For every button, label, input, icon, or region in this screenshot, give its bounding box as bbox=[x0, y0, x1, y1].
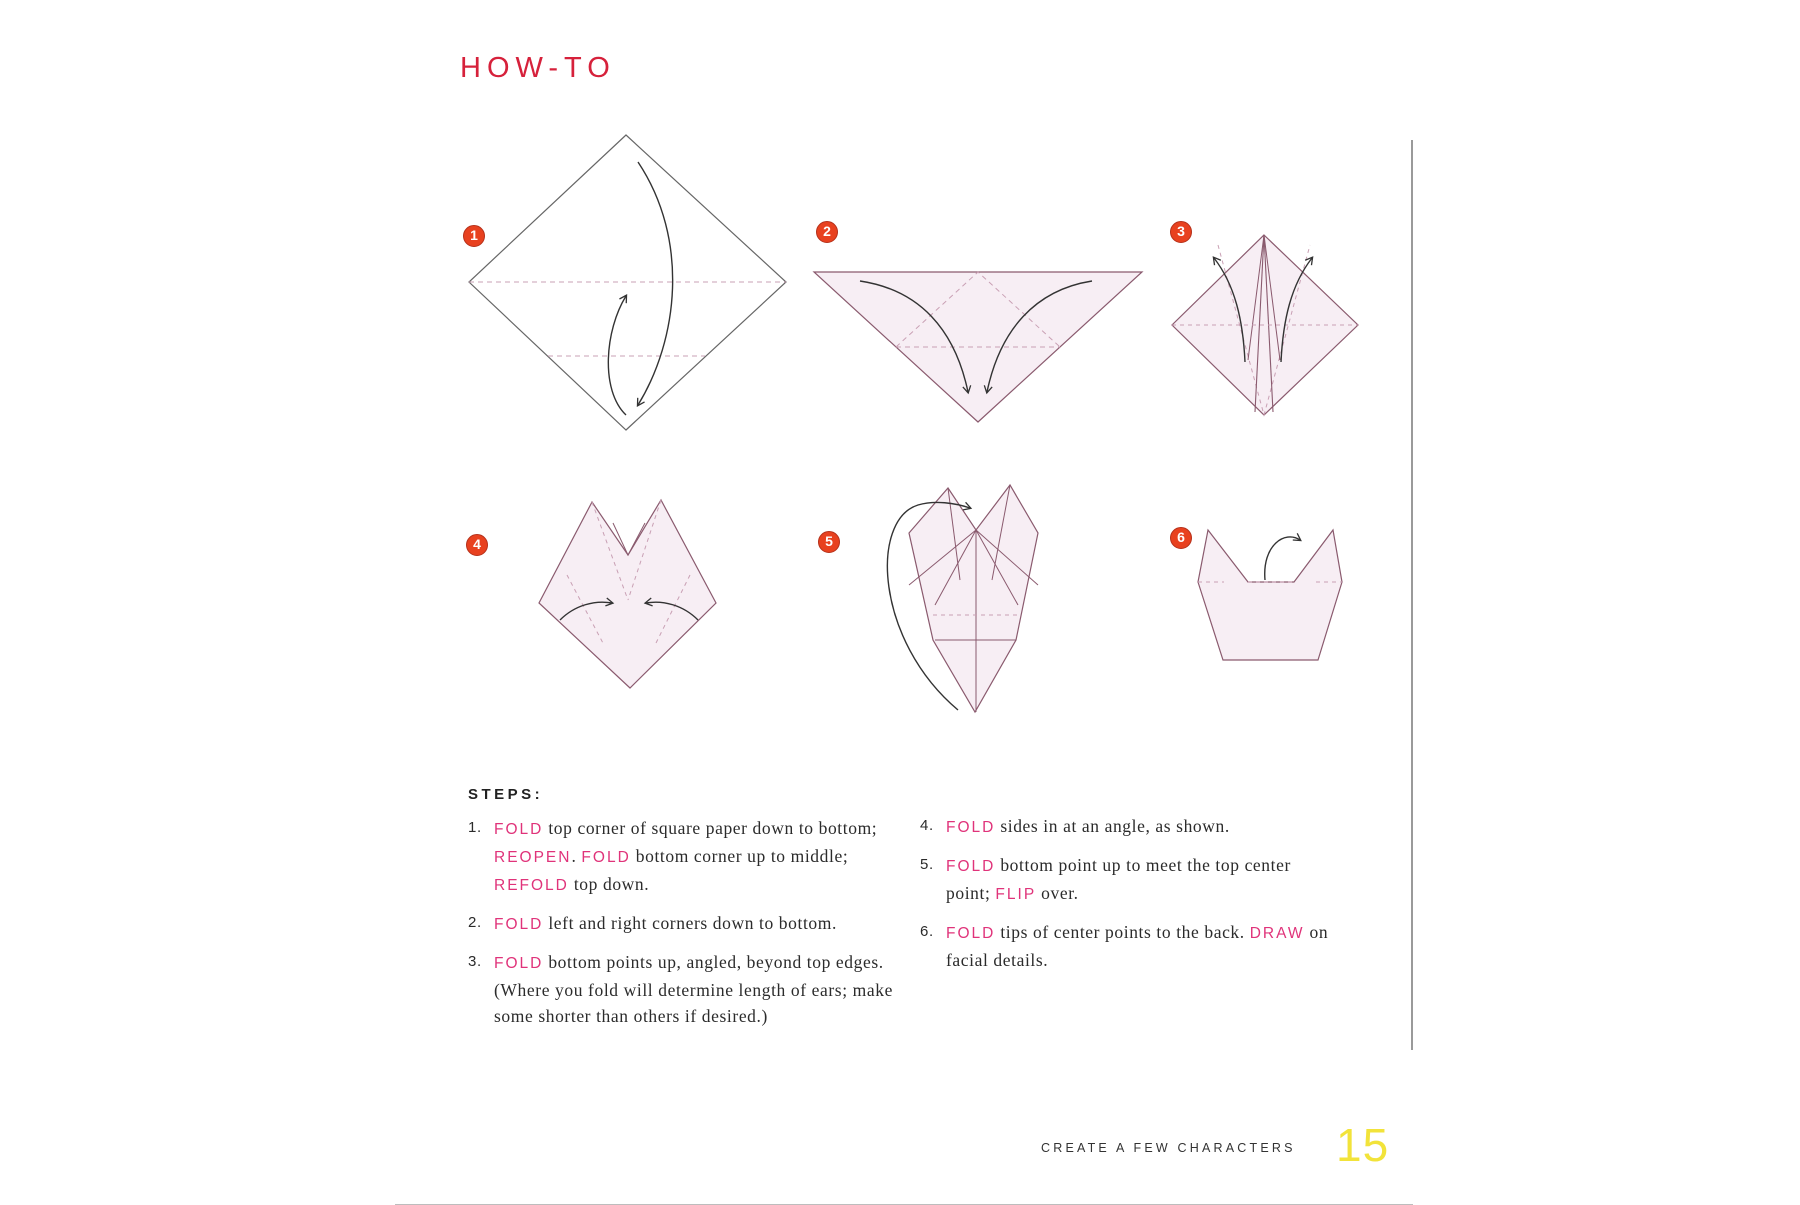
step-action-keyword: FOLD bbox=[946, 925, 996, 942]
step-action-keyword: FOLD bbox=[494, 916, 544, 933]
step-text: left and right corners down to bottom. bbox=[543, 913, 837, 933]
step-1-badge: 1 bbox=[463, 225, 485, 247]
step-5-badge: 5 bbox=[818, 531, 840, 553]
step-text: top down. bbox=[568, 874, 650, 894]
step-number: 6. bbox=[920, 923, 934, 940]
step-item bbox=[468, 949, 908, 1029]
step-4-badge: 4 bbox=[466, 534, 488, 556]
diagram-step-3 bbox=[1172, 235, 1358, 415]
step-action-keyword: REFOLD bbox=[494, 877, 569, 894]
step-action-keyword: DRAW bbox=[1249, 925, 1305, 942]
step-text: on facial details. bbox=[946, 922, 1329, 970]
diagram-step-2 bbox=[814, 272, 1142, 422]
steps-list-right bbox=[920, 813, 1340, 984]
step-text: tips of center points to the back. bbox=[995, 922, 1250, 942]
step-text: bottom points up, angled, beyond top edges. (Where you fold will determine length of ears; make some shorter than others if desired.) bbox=[494, 952, 893, 1026]
step-number: 5. bbox=[920, 856, 934, 873]
step-text: top corner of square paper down to bottom; bbox=[543, 818, 878, 838]
step-action-keyword: FLIP bbox=[995, 886, 1037, 903]
step-item bbox=[468, 815, 908, 899]
step-text: sides in at an angle, as shown. bbox=[995, 816, 1230, 836]
diagram-step-4 bbox=[539, 500, 716, 688]
step-text: bottom corner up to middle; bbox=[630, 846, 849, 866]
step-item bbox=[920, 852, 1340, 908]
step-number: 4. bbox=[920, 817, 934, 834]
step-action-keyword: FOLD bbox=[494, 955, 544, 972]
step-item bbox=[468, 910, 908, 938]
step-2-badge: 2 bbox=[816, 221, 838, 243]
step-action-keyword: REOPEN bbox=[494, 849, 572, 866]
step-number: 2. bbox=[468, 914, 482, 931]
step-number: 3. bbox=[468, 953, 482, 970]
step-item bbox=[920, 919, 1340, 973]
step-text: . bbox=[571, 846, 582, 866]
step-number: 1. bbox=[468, 819, 482, 836]
step-action-keyword: FOLD bbox=[581, 849, 631, 866]
step-action-keyword: FOLD bbox=[946, 819, 996, 836]
step-3-badge: 3 bbox=[1170, 221, 1192, 243]
step-item bbox=[920, 813, 1340, 841]
chapter-footer-label: CREATE A FEW CHARACTERS bbox=[1041, 1141, 1296, 1155]
step-text: bottom point up to meet the top center point; bbox=[946, 855, 1291, 903]
step-6-badge: 6 bbox=[1170, 527, 1192, 549]
diagram-step-1 bbox=[469, 135, 786, 430]
step-action-keyword: FOLD bbox=[946, 858, 996, 875]
diagram-step-6 bbox=[1198, 530, 1342, 660]
steps-list-left bbox=[468, 815, 908, 1040]
step-action-keyword: FOLD bbox=[494, 821, 544, 838]
step-text: over. bbox=[1036, 883, 1079, 903]
steps-heading: STEPS: bbox=[468, 786, 544, 803]
page-number: 15 bbox=[1336, 1119, 1390, 1171]
page-title: HOW-TO bbox=[460, 52, 616, 84]
diagram-step-5 bbox=[887, 485, 1038, 712]
